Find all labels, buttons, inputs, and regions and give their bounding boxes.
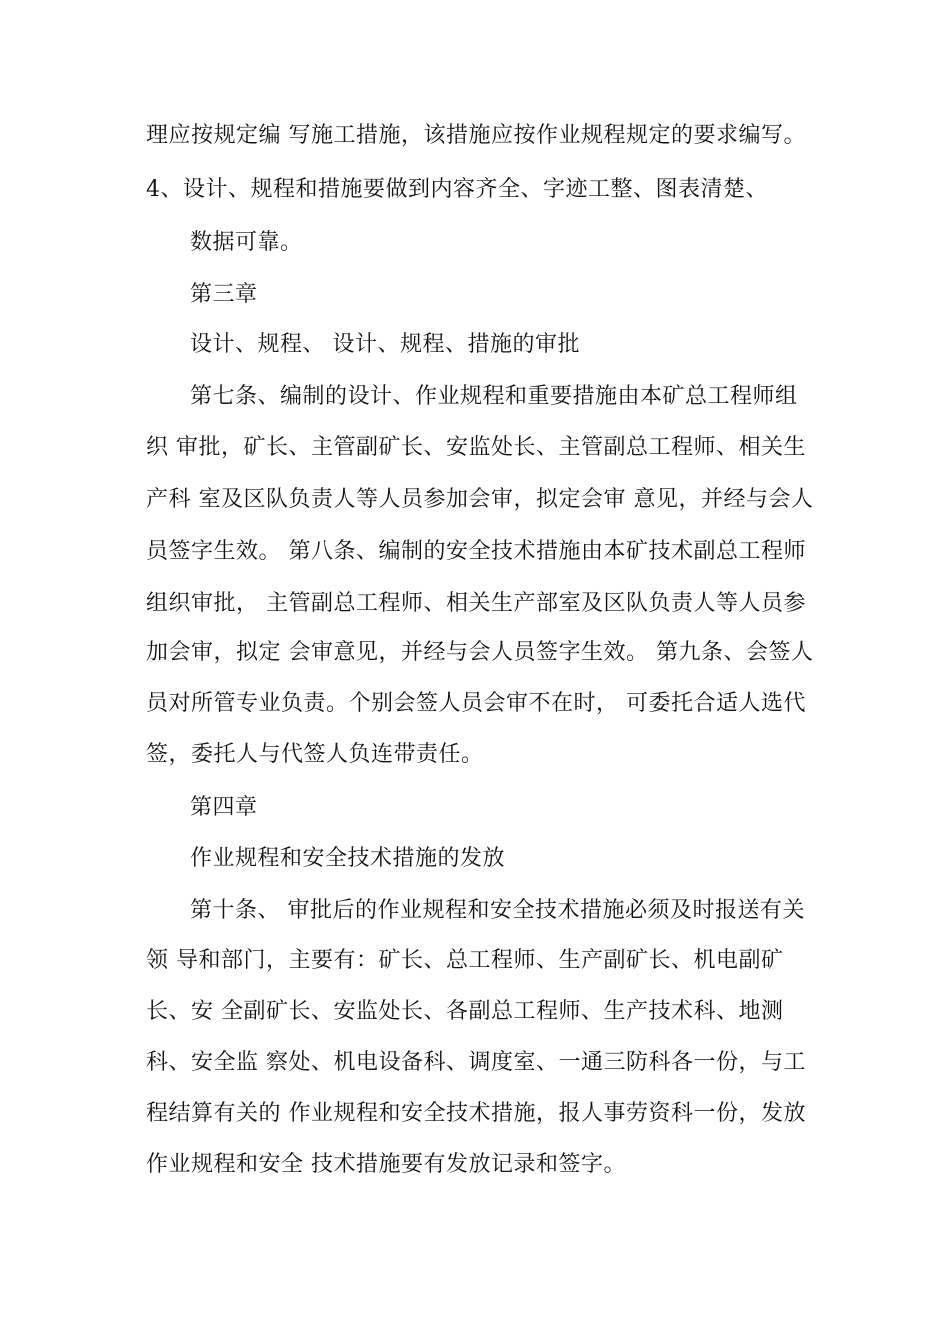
- text-line: 长、安 全副矿长、安监处长、各副总工程师、生产技术科、地测: [146, 999, 784, 1024]
- text-line: 第七条、编制的设计、作业规程和重要措施由本矿总工程师组: [190, 384, 798, 409]
- text-line: 数据可靠。: [190, 230, 303, 255]
- text-line: 签，委托人与代签人负连带责任。: [146, 742, 484, 767]
- chapter-heading: 第三章: [190, 282, 258, 307]
- text-line: 产科 室及区队负责人等人员参加会审，拟定会审 意见，并经与会人: [146, 487, 814, 512]
- text-line: 程结算有关的 作业规程和安全技术措施，报人事劳资科一份，发放: [146, 1101, 806, 1126]
- text-line: 第十条、 审批后的作业规程和安全技术措施必须及时报送有关: [190, 898, 805, 923]
- text-line: 理应按规定编 写施工措施，该措施应按作业规程规定的要求编写。: [146, 123, 806, 148]
- text-line: 员对所管专业负责。个别会签人员会审不在时， 可委托合适人选代: [146, 691, 806, 716]
- text-line: 加会审，拟定 会审意见，并经与会人员签字生效。 第九条、会签人: [146, 640, 814, 665]
- section-heading: 设计、规程、 设计、规程、措施的审批: [190, 332, 580, 357]
- text-line: 科、安全监 察处、机电设备科、调度室、一通三防科各一份，与工: [146, 1050, 806, 1075]
- text-line: 员签字生效。 第八条、编制的安全技术措施由本矿技术副总工程师: [146, 539, 806, 564]
- text-line: 织 审批，矿长、主管副矿长、安监处长、主管副总工程师、相关生: [146, 435, 806, 460]
- text-line: 作业规程和安全 技术措施要有发放记录和签字。: [146, 1152, 626, 1177]
- text-line: 组织审批， 主管副总工程师、相关生产部室及区队负责人等人员参: [146, 591, 806, 616]
- section-heading: 作业规程和安全技术措施的发放: [190, 846, 506, 871]
- chapter-heading: 第四章: [190, 795, 258, 820]
- text-line: 4、设计、规程和措施要做到内容齐全、字迹工整、图表清楚、: [146, 177, 768, 202]
- text-line: 领 导和部门，主要有：矿长、总工程师、生产副矿长、机电副矿: [146, 948, 784, 973]
